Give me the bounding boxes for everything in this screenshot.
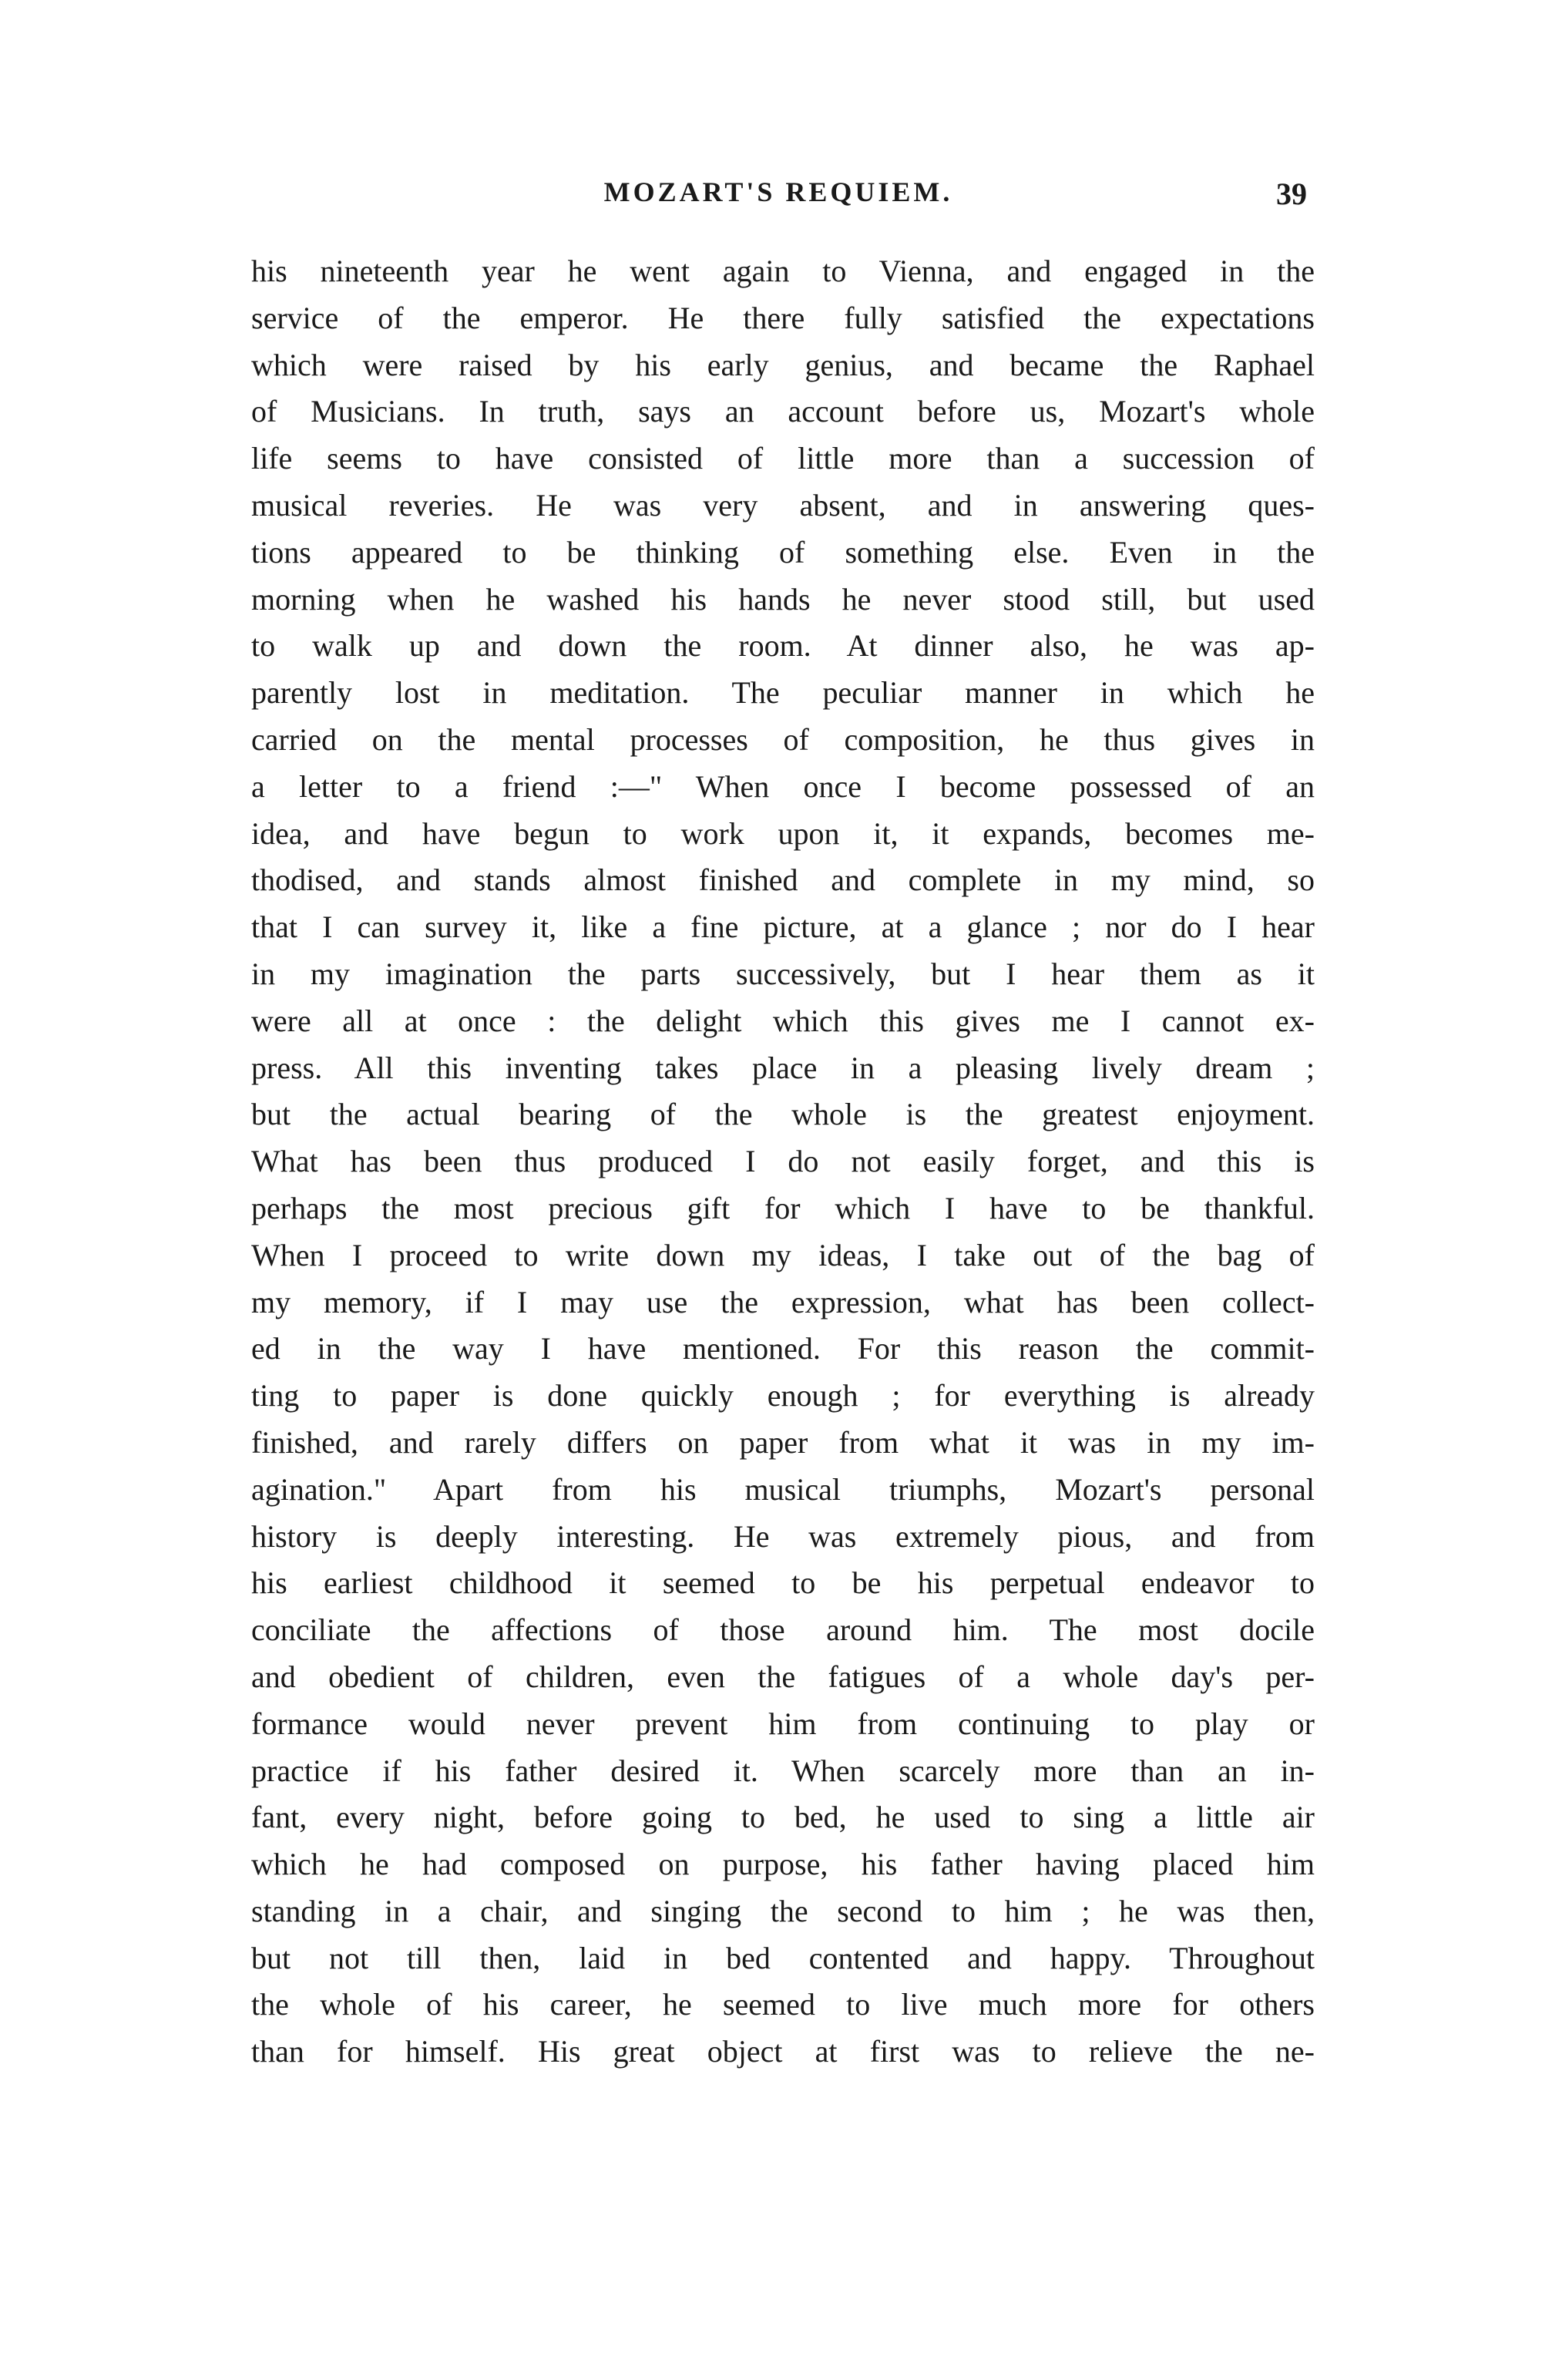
- text-line: which he had composed on purpose, his father having placed him: [251, 1847, 1315, 1882]
- text-line: When I proceed to write down my ideas, I take out of the bag of: [251, 1237, 1315, 1272]
- text-line: perhaps the most precious gift for which I have to be thankful.: [251, 1190, 1315, 1225]
- text-line: to walk up and down the room. At dinner also, he was ap-: [251, 628, 1315, 664]
- text-line: ed in the way I have mentioned. For this reason the commit-: [251, 1331, 1315, 1366]
- text-line: that I can survey it, like a fine picture, at a glance ; nor do I hear: [251, 909, 1315, 945]
- text-line: but the actual bearing of the whole is the greatest enjoyment.: [251, 1097, 1315, 1132]
- text-line: a letter to a friend :—" When once I become possessed of an: [251, 768, 1315, 804]
- text-line: press. All this inventing takes place in a pleasing lively dream ;: [251, 1050, 1315, 1085]
- text-line: agination." Apart from his musical triumphs, Mozart's personal: [251, 1471, 1315, 1507]
- text-line: practice if his father desired it. When scarcely more than an in-: [251, 1753, 1315, 1788]
- text-line: my memory, if I may use the expression, what has been collect-: [251, 1284, 1315, 1319]
- body-text: [251, 248, 1315, 2076]
- text-line: musical reveries. He was very absent, and in answering ques-: [251, 487, 1315, 523]
- text-line: his earliest childhood it seemed to be his perpetual endeavor to: [251, 1565, 1315, 1601]
- text-line: of Musicians. In truth, says an account before us, Mozart's whole: [251, 394, 1315, 429]
- text-line: the whole of his career, he seemed to live much more for others: [251, 1987, 1315, 2022]
- text-line: parently lost in meditation. The peculiar manner in which he: [251, 675, 1315, 711]
- text-line: idea, and have begun to work upon it, it expands, becomes me-: [251, 815, 1315, 851]
- text-line: conciliate the affections of those around him. The most docile: [251, 1612, 1315, 1648]
- text-line: and obedient of children, even the fatigues of a whole day's per-: [251, 1659, 1315, 1694]
- text-line: were all at once : the delight which this gives me I cannot ex-: [251, 1003, 1315, 1038]
- text-line: carried on the mental processes of composition, he thus gives in: [251, 721, 1315, 757]
- text-line: but not till then, laid in bed contented and happy. Throughout: [251, 1940, 1315, 1975]
- running-title: MOZART'S REQUIEM.: [603, 176, 953, 207]
- text-line: What has been thus produced I do not easily forget, and this is: [251, 1144, 1315, 1179]
- text-line: in my imagination the parts successively, but I hear them as it: [251, 956, 1315, 991]
- text-line: tions appeared to be thinking of something else. Even in the: [251, 534, 1315, 570]
- text-line: history is deeply interesting. He was extremely pious, and from: [251, 1518, 1315, 1554]
- text-line: life seems to have consisted of little more than a succession of: [251, 441, 1315, 476]
- page-number: 39: [1276, 176, 1307, 211]
- text-line: fant, every night, before going to bed, he used to sing a little air: [251, 1800, 1315, 1835]
- text-line: which were raised by his early genius, and became the Raphael: [251, 347, 1315, 382]
- text-line: formance would never prevent him from continuing to play or: [251, 1706, 1315, 1741]
- text-line: standing in a chair, and singing the second to him ; he was then,: [251, 1893, 1315, 1928]
- text-line: thodised, and stands almost finished and complete in my mind, so: [251, 862, 1315, 898]
- text-line: finished, and rarely differs on paper from what it was in my im-: [251, 1424, 1315, 1460]
- text-line: his nineteenth year he went again to Vienna, and engaged in the: [251, 254, 1315, 288]
- text-line: ting to paper is done quickly enough ; for everything is already: [251, 1378, 1315, 1414]
- text-line: morning when he washed his hands he never stood still, but used: [251, 581, 1315, 617]
- text-line: service of the emperor. He there fully satisfied the expectations: [251, 300, 1315, 335]
- text-line: than for himself. His great object at first was to relieve the ne-: [251, 2034, 1315, 2069]
- running-head: [247, 176, 1310, 222]
